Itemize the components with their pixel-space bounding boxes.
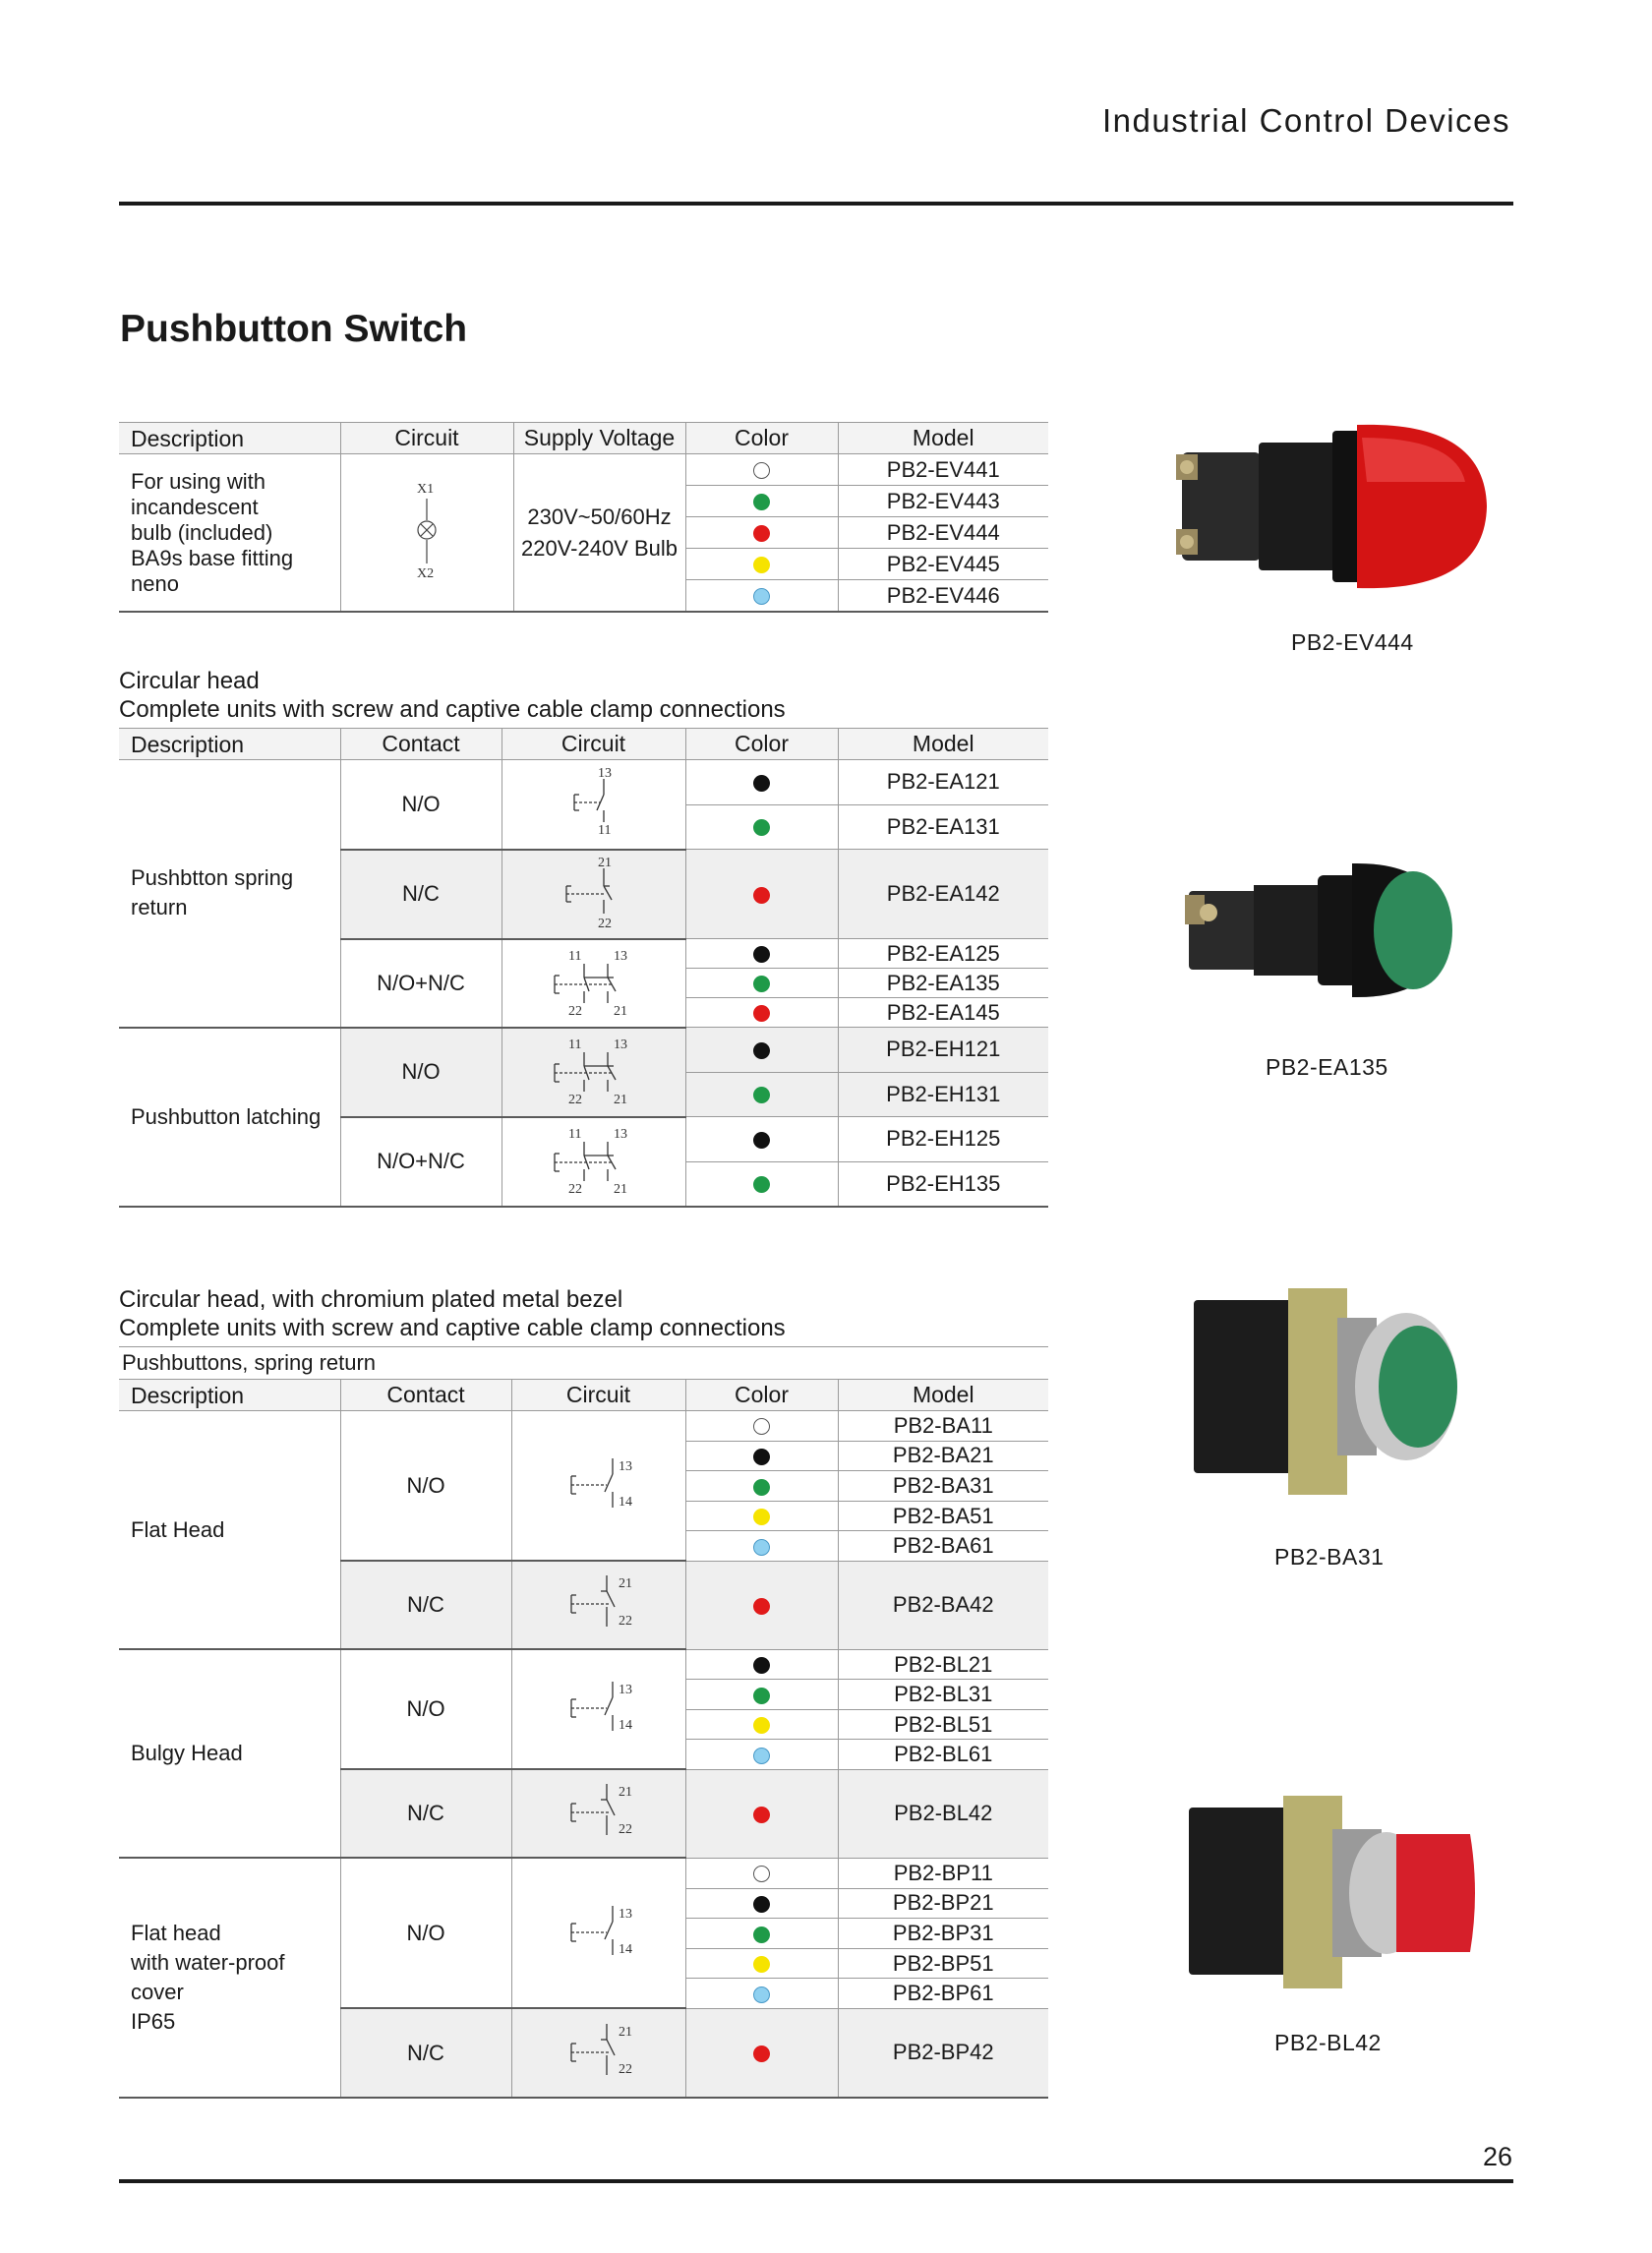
- description-text: Bulgy Head: [131, 1741, 243, 1766]
- color-cell: [685, 1471, 838, 1502]
- color-cell: [685, 549, 838, 580]
- circuit-cell: [502, 939, 685, 1028]
- terminal-label: 14: [618, 1494, 632, 1510]
- color-cell: [685, 804, 838, 850]
- voltage-cell: [513, 454, 685, 613]
- contact-cell: [340, 2008, 511, 2098]
- caption-line: Complete units with screw and captive cable clamp connections: [119, 1315, 786, 1341]
- description-line: neno: [131, 570, 179, 596]
- header-row: [119, 1380, 1048, 1411]
- cell-text: PB2-BP61: [892, 1981, 994, 2006]
- description-text: Pushbtton spring return: [131, 865, 294, 920]
- circuit-diagram: [535, 946, 653, 1021]
- color-cell: [685, 2008, 838, 2098]
- cell-text: PB2-BA31: [892, 1472, 994, 1498]
- table-cell: [838, 998, 1048, 1028]
- color-swatch-red: [753, 1807, 770, 1823]
- contact-cell: [340, 1028, 502, 1117]
- circuit-cell: [511, 2008, 685, 2098]
- terminal-label: 21: [613, 1093, 627, 1107]
- color-swatch-blue: [753, 1986, 770, 2003]
- cell-text: PB2-BL21: [894, 1651, 993, 1677]
- terminal-label: X1: [417, 481, 435, 497]
- table-cell: [685, 1380, 838, 1411]
- circuit-diagram: [540, 1449, 658, 1523]
- cell-text: PB2-BP42: [892, 2040, 994, 2065]
- circuit-cell: [502, 1028, 685, 1117]
- terminal-label: 13: [618, 1683, 632, 1698]
- color-swatch-black: [753, 1657, 770, 1674]
- table-cell: [838, 1161, 1048, 1207]
- color-cell: [685, 1680, 838, 1710]
- terminal-label: 11: [567, 1038, 581, 1052]
- terminal-label: 13: [613, 1038, 627, 1052]
- color-swatch-green: [753, 1927, 770, 1943]
- cell-text: Supply Voltage: [523, 425, 676, 450]
- caption-line: Complete units with screw and captive cable clamp connections: [119, 696, 786, 723]
- color-swatch-red: [753, 1005, 770, 1022]
- terminal-label: 14: [618, 1941, 632, 1957]
- contact-text: N/C: [407, 2040, 444, 2065]
- pushbutton-photo: [1185, 1790, 1480, 1996]
- table-cell: [838, 1441, 1048, 1471]
- table-cell: [685, 423, 838, 454]
- color-cell: [685, 760, 838, 805]
- photo-label: PB2-BL42: [1274, 2030, 1382, 2055]
- terminal-label: 22: [567, 1003, 582, 1019]
- color-cell: [685, 850, 838, 939]
- cell-text: PB2-EV446: [886, 582, 1000, 608]
- voltage-line: 230V~50/60Hz: [527, 504, 672, 529]
- cell-text: Model: [912, 1382, 974, 1407]
- contact-cell: [340, 1649, 511, 1769]
- contact-text: N/C: [407, 1801, 444, 1826]
- circuit-cell: [511, 1411, 685, 1562]
- table-cell: [838, 969, 1048, 998]
- color-swatch-red: [753, 2045, 770, 2062]
- color-swatch-green: [753, 1176, 770, 1193]
- cell-text: PB2-EA125: [886, 940, 1000, 966]
- contact-text: N/C: [407, 1592, 444, 1618]
- table-row: [119, 1858, 1048, 1888]
- circuit-cell: [502, 850, 685, 939]
- description-line: incandescent: [131, 494, 259, 519]
- color-cell: [685, 1531, 838, 1562]
- cell-text: Color: [735, 425, 789, 450]
- color-cell: [685, 1072, 838, 1117]
- color-cell: [685, 969, 838, 998]
- table-cell: [838, 580, 1048, 613]
- color-swatch-red: [753, 1598, 770, 1615]
- color-swatch-green: [753, 1688, 770, 1704]
- table-cell: [340, 729, 502, 760]
- caption-line: Circular head: [119, 668, 260, 694]
- terminal-label: 21: [618, 2024, 632, 2040]
- table-row: [119, 1649, 1048, 1680]
- contact-text: N/O: [406, 1696, 445, 1722]
- cell-text: PB2-BL61: [894, 1742, 993, 1767]
- color-cell: [685, 1649, 838, 1680]
- terminal-label: 13: [618, 1458, 632, 1474]
- table-cell: [838, 486, 1048, 517]
- circuit-cell: [511, 1769, 685, 1858]
- description-line: cover: [131, 1980, 184, 2005]
- pilot-light-table: [119, 422, 1048, 613]
- color-swatch-green: [753, 494, 770, 510]
- cell-text: PB2-EH125: [886, 1126, 1001, 1152]
- color-cell: [685, 1117, 838, 1162]
- cell-text: PB2-BP11: [893, 1860, 993, 1885]
- color-cell: [685, 1028, 838, 1073]
- contact-cell: [340, 850, 502, 939]
- table-cell: [838, 517, 1048, 549]
- color-cell: [685, 1501, 838, 1531]
- color-swatch-blue: [753, 588, 770, 605]
- terminal-label: 13: [618, 1906, 632, 1922]
- circuit-diagram: [535, 1124, 653, 1199]
- table-cell: [838, 1740, 1048, 1770]
- cell-text: PB2-EV444: [886, 519, 1000, 545]
- lamp-circuit-diagram: [397, 479, 456, 587]
- cell-text: PB2-EH131: [886, 1081, 1001, 1106]
- contact-cell: [340, 939, 502, 1028]
- cell-text: Description: [131, 425, 245, 451]
- photo-label: PB2-EA135: [1266, 1054, 1388, 1080]
- color-swatch-black: [753, 1132, 770, 1149]
- color-cell: [685, 486, 838, 517]
- cell-text: PB2-BP21: [892, 1890, 994, 1916]
- table-cell: [838, 2008, 1048, 2098]
- table-cell: [838, 1072, 1048, 1117]
- circuit-diagram: [535, 767, 653, 842]
- cell-text: Circuit: [565, 1382, 631, 1407]
- color-swatch-yellow: [753, 1509, 770, 1525]
- color-cell: [685, 1979, 838, 2009]
- terminal-label: 22: [618, 1822, 632, 1838]
- circuit-cell: [511, 1858, 685, 2008]
- circuit-cell: [511, 1649, 685, 1769]
- table-cell: [838, 1028, 1048, 1073]
- color-cell: [685, 939, 838, 969]
- table-cell: [513, 423, 685, 454]
- description-cell: [119, 1411, 340, 1650]
- terminal-label: 22: [618, 2061, 632, 2077]
- table-cell: [838, 1501, 1048, 1531]
- table-cell: [685, 729, 838, 760]
- table-cell: [838, 760, 1048, 805]
- contact-text: N/O+N/C: [377, 1149, 465, 1174]
- contact-text: N/O: [406, 1472, 445, 1498]
- color-cell: [685, 1740, 838, 1770]
- photo-label: PB2-BA31: [1274, 1544, 1385, 1570]
- description-cell: [119, 1858, 340, 2097]
- table-cell: [838, 1561, 1048, 1649]
- color-cell: [685, 1888, 838, 1919]
- voltage-line: 220V-240V Bulb: [520, 535, 678, 561]
- contact-text: N/O: [401, 791, 441, 816]
- terminal-label: 22: [618, 1614, 632, 1630]
- description-line: For using with: [131, 468, 266, 494]
- terminal-label: 14: [618, 1718, 632, 1734]
- table-cell: [838, 1380, 1048, 1411]
- terminal-label: 21: [618, 1785, 632, 1801]
- page-title: Pushbutton Switch: [120, 308, 468, 350]
- contact-cell: [340, 760, 502, 850]
- description-line: IP65: [131, 2009, 176, 2035]
- contact-cell: [340, 1411, 511, 1562]
- photo-label: PB2-EV444: [1291, 629, 1414, 655]
- table-cell: [838, 850, 1048, 939]
- color-cell: [685, 1561, 838, 1649]
- circuit-diagram: [535, 857, 653, 931]
- terminal-label: 22: [597, 917, 612, 931]
- table-cell: [838, 1709, 1048, 1740]
- cell-text: PB2-BA21: [892, 1443, 994, 1468]
- table-cell: [838, 1680, 1048, 1710]
- header-rule: [119, 202, 1513, 206]
- color-swatch-yellow: [753, 557, 770, 573]
- cell-text: Model: [912, 425, 974, 450]
- description-line: bulb (included): [131, 519, 273, 545]
- table-cell: [502, 729, 685, 760]
- cell-text: PB2-EH121: [886, 1037, 1001, 1062]
- table-cell: [838, 1979, 1048, 2009]
- table-cell: [838, 1649, 1048, 1680]
- color-swatch-white: [753, 462, 770, 479]
- header-row: [119, 423, 1048, 454]
- cell-text: PB2-EV441: [886, 456, 1000, 482]
- color-swatch-black: [753, 1896, 770, 1913]
- cell-text: PB2-BA42: [892, 1592, 994, 1618]
- cell-text: PB2-BL51: [894, 1711, 993, 1737]
- description-cell: [119, 760, 340, 1028]
- contact-cell: [340, 1769, 511, 1858]
- contact-cell: [340, 1561, 511, 1649]
- color-cell: [685, 998, 838, 1028]
- cell-text: PB2-EA121: [886, 769, 1000, 795]
- contact-cell: [340, 1117, 502, 1208]
- cell-text: PB2-EV443: [886, 488, 1000, 513]
- terminal-label: 11: [567, 1127, 581, 1143]
- table-row: [119, 1028, 1048, 1073]
- circuit-diagram: [540, 1776, 658, 1851]
- cell-text: PB2-BA11: [893, 1412, 993, 1438]
- cell-text: Circuit: [560, 731, 626, 756]
- table-cell: [119, 1380, 340, 1411]
- table-cell: [838, 1888, 1048, 1919]
- cell-text: Color: [735, 1382, 789, 1407]
- cell-text: PB2-BL31: [894, 1682, 993, 1707]
- circuit-diagram: [540, 2016, 658, 2091]
- cell-text: Description: [131, 1382, 245, 1408]
- table-cell: [340, 1380, 511, 1411]
- color-cell: [685, 1919, 838, 1949]
- caption-line: Circular head, with chromium plated metal bezel: [119, 1286, 623, 1313]
- terminal-label: 11: [567, 948, 581, 964]
- cell-text: PB2-EA135: [886, 970, 1000, 995]
- description-cell: [119, 1028, 340, 1208]
- cell-text: PB2-BA61: [892, 1533, 994, 1559]
- color-swatch-green: [753, 819, 770, 836]
- color-swatch-black: [753, 946, 770, 963]
- table-cell: [838, 423, 1048, 454]
- cell-text: PB2-BP51: [892, 1950, 994, 1976]
- table-cell: [838, 1471, 1048, 1502]
- page-number: 26: [1482, 2142, 1512, 2171]
- cell-text: PB2-EH135: [886, 1170, 1001, 1196]
- terminal-label: 21: [613, 1182, 627, 1198]
- table-row: [119, 1411, 1048, 1442]
- color-swatch-black: [753, 775, 770, 792]
- description-line: with water-proof: [131, 1950, 285, 1976]
- table-cell: [838, 1531, 1048, 1562]
- terminal-label: 22: [567, 1182, 582, 1198]
- cell-text: PB2-EA145: [886, 999, 1000, 1025]
- cell-text: PB2-EA131: [886, 813, 1000, 839]
- metal-bezel-table: [119, 1346, 1048, 2099]
- cell-text: Color: [735, 731, 789, 756]
- color-swatch-green: [753, 1087, 770, 1103]
- cell-text: Contact: [386, 1382, 465, 1407]
- color-cell: [685, 1769, 838, 1858]
- table-cell: [838, 1919, 1048, 1949]
- metal-bezel-caption: [119, 1285, 786, 1342]
- color-swatch-black: [753, 1042, 770, 1059]
- circuit-diagram: [540, 1896, 658, 1971]
- pushbutton-photo: [1190, 1278, 1485, 1505]
- table-cell: [838, 939, 1048, 969]
- color-swatch-blue: [753, 1748, 770, 1764]
- circuit-diagram: [535, 1035, 653, 1109]
- table-cell: [838, 1948, 1048, 1979]
- color-cell: [685, 580, 838, 613]
- color-swatch-red: [753, 887, 770, 904]
- description-cell: [119, 454, 340, 613]
- description-line: BA9s base fitting: [131, 545, 294, 570]
- terminal-label: 21: [618, 1576, 632, 1592]
- contact-text: N/O+N/C: [377, 970, 465, 995]
- cell-text: PB2-BP31: [892, 1920, 994, 1945]
- terminal-label: 13: [613, 1127, 627, 1143]
- table-row: [119, 454, 1048, 486]
- contact-text: N/C: [402, 881, 440, 906]
- pilot-light-photo: [1170, 413, 1495, 600]
- color-cell: [685, 1411, 838, 1442]
- cell-text: Contact: [382, 731, 460, 756]
- footer-rule: [119, 2179, 1513, 2183]
- circuit-diagram: [540, 1672, 658, 1747]
- table-cell: [119, 423, 340, 454]
- color-swatch-yellow: [753, 1717, 770, 1734]
- table-cell: [838, 454, 1048, 486]
- table-cell: [838, 1117, 1048, 1162]
- terminal-label: 13: [613, 948, 627, 964]
- header-row: [119, 729, 1048, 760]
- description-cell: [119, 1649, 340, 1858]
- subcaption-text: Pushbuttons, spring return: [122, 1350, 377, 1375]
- circuit-cell: [340, 454, 513, 613]
- cell-text: Description: [131, 731, 245, 757]
- color-swatch-red: [753, 525, 770, 542]
- description-line: Flat head: [131, 1921, 221, 1946]
- color-swatch-black: [753, 1449, 770, 1465]
- table-cell: [838, 804, 1048, 850]
- color-swatch-white: [753, 1866, 770, 1882]
- color-swatch-green: [753, 1479, 770, 1496]
- color-cell: [685, 517, 838, 549]
- color-cell: [685, 1709, 838, 1740]
- color-cell: [685, 1858, 838, 1888]
- circuit-cell: [502, 1117, 685, 1208]
- table-cell: [340, 423, 513, 454]
- terminal-label: 13: [597, 766, 612, 781]
- terminal-label: 21: [597, 857, 612, 870]
- color-swatch-white: [753, 1418, 770, 1435]
- color-swatch-blue: [753, 1539, 770, 1556]
- table-cell: [511, 1380, 685, 1411]
- table-cell: [838, 1411, 1048, 1442]
- terminal-label: 22: [567, 1093, 582, 1107]
- circular-head-table: [119, 728, 1048, 1208]
- color-cell: [685, 1441, 838, 1471]
- circuit-cell: [511, 1561, 685, 1649]
- color-cell: [685, 1948, 838, 1979]
- cell-text: PB2-BA51: [892, 1503, 994, 1528]
- terminal-label: X2: [417, 565, 435, 581]
- cell-text: Model: [912, 731, 974, 756]
- subcaption-row: [119, 1347, 1048, 1380]
- header-category: Industrial Control Devices: [1102, 102, 1510, 139]
- description-text: Flat Head: [131, 1516, 225, 1542]
- terminal-label: 21: [613, 1003, 627, 1019]
- color-swatch-green: [753, 976, 770, 992]
- circuit-cell: [502, 760, 685, 850]
- subcaption-cell: [119, 1347, 1048, 1380]
- color-cell: [685, 1161, 838, 1207]
- table-cell: [838, 549, 1048, 580]
- table-cell: [838, 1858, 1048, 1888]
- pushbutton-photo: [1185, 856, 1480, 1003]
- cell-text: PB2-EV445: [886, 551, 1000, 576]
- cell-text: PB2-EA142: [886, 881, 1000, 906]
- description-text: Pushbutton latching: [131, 1103, 322, 1129]
- table-cell: [119, 729, 340, 760]
- color-swatch-yellow: [753, 1956, 770, 1973]
- color-cell: [685, 454, 838, 486]
- contact-text: N/O: [406, 1920, 445, 1945]
- table-cell: [838, 729, 1048, 760]
- terminal-label: 11: [597, 822, 611, 838]
- cell-text: Circuit: [394, 425, 459, 450]
- contact-cell: [340, 1858, 511, 2008]
- table-cell: [838, 1769, 1048, 1858]
- cell-text: PB2-BL42: [894, 1801, 993, 1826]
- table-row: [119, 760, 1048, 805]
- circuit-diagram: [540, 1568, 658, 1642]
- contact-text: N/O: [401, 1059, 441, 1084]
- circular-head-caption: [119, 667, 786, 724]
